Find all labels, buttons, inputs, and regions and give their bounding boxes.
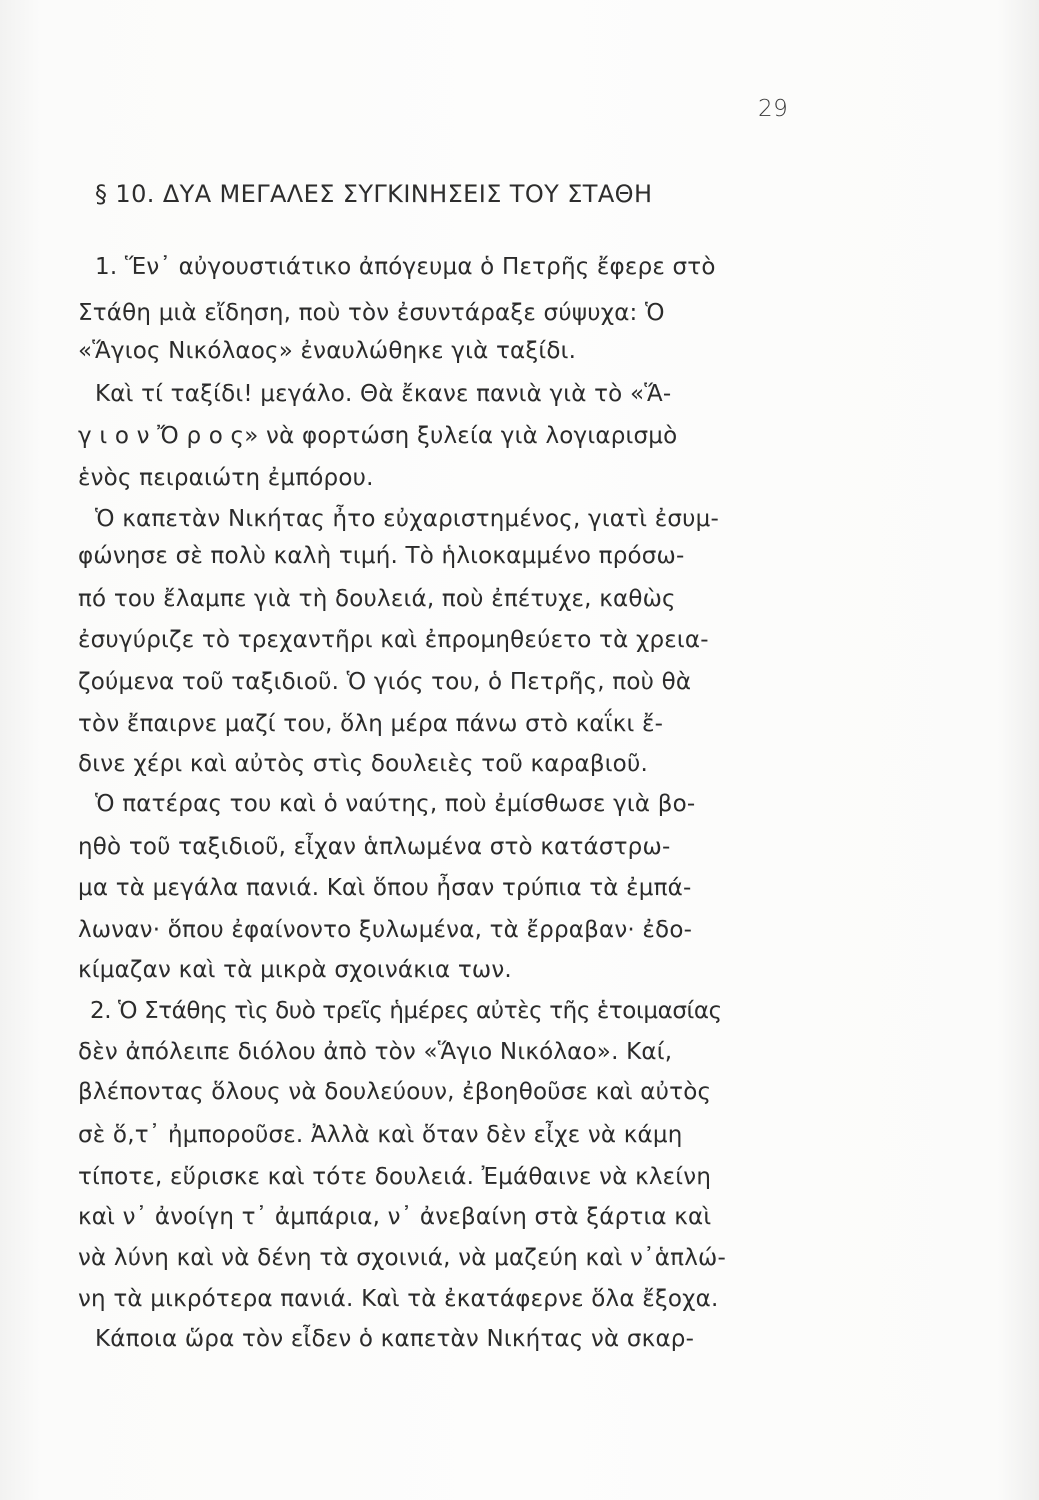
text-line: δὲν ἀπόλειπε διόλου ἀπὸ τὸν «Ἅγιο Νικόλαο». Καί, [78,1039,673,1065]
text-line: 2. Ὁ Στάθης τὶς δυὸ τρεῖς ἡμέρες αὐτὲς τῆς ἑτοιμασίας [90,998,722,1024]
text-line: κίμαζαν καὶ τὰ μικρὰ σχοινάκια των. [78,957,512,983]
text-line: μα τὰ μεγάλα πανιά. Καὶ ὅπου ἦσαν τρύπια τὰ ἐμπά- [78,875,692,901]
text-line: νὰ λύνη καὶ νὰ δένη τὰ σχοινιά, νὰ μαζεύη καὶ ν᾿ἁπλώ- [78,1245,726,1271]
text-line: Στάθη μιὰ εἴδηση, ποὺ τὸν ἐσυντάραξε σύψυχα: Ὁ [78,300,665,326]
text-line: νη τὰ μικρότερα πανιά. Καὶ τὰ ἐκατάφερνε ὅλα ἔξοχα. [78,1286,719,1312]
text-line: βλέποντας ὅλους νὰ δουλεύουν, ἐβοηθοῦσε καὶ αὐτὸς [78,1079,712,1105]
text-line: σὲ ὅ,τ᾿ ἠμποροῦσε. Ἀλλὰ καὶ ὅταν δὲν εἶχε νὰ κάμη [78,1122,683,1148]
text-line: τίποτε, εὕρισκε καὶ τότε δουλειά. Ἐμάθαινε νὰ κλείνη [78,1164,712,1190]
text-line: καὶ ν᾿ ἀνοίγη τ᾿ ἀμπάρια, ν᾿ ἀνεβαίνη στὰ ξάρτια καὶ [78,1204,712,1230]
text-line: πό του ἔλαμπε γιὰ τὴ δουλειά, ποὺ ἐπέτυχε, καθὼς [78,586,676,612]
page-number: 29 [758,96,789,122]
text-line: δινε χέρι καὶ αὐτὸς στὶς δουλειὲς τοῦ καραβιοῦ. [78,751,648,777]
text-line: Καὶ τί ταξίδι! μεγάλο. Θὰ ἔκανε πανιὰ γιὰ τὸ «Ἅ- [95,381,672,407]
text-line: γ ι ο ν Ὄ ρ ο ς» νὰ φορτώση ξυλεία γιὰ λογιαρισμὸ [78,423,678,449]
text-line: φώνησε σὲ πολὺ καλὴ τιμή. Τὸ ἡλιοκαμμένο πρόσω- [78,543,685,569]
text-line: τὸν ἔπαιρνε μαζί του, ὅλη μέρα πάνω στὸ καΐκι ἔ- [78,711,664,737]
text-line: ἐσυγύριζε τὸ τρεχαντῆρι καὶ ἐπρομηθεύετο τὰ χρεια- [78,627,709,653]
text-line: λωναν· ὅπου ἐφαίνοντο ξυλωμένα, τὰ ἔρραβαν· ἐδο- [78,917,693,943]
text-line: Ὁ πατέρας του καὶ ὁ ναύτης, ποὺ ἐμίσθωσε γιὰ βο- [95,791,696,817]
text-line: Ὁ καπετὰν Νικήτας ἦτο εὐχαριστημένος, γιατὶ ἐσυμ- [95,506,719,532]
text-line: «Ἅγιος Νικόλαος» ἐναυλώθηκε γιὰ ταξίδι. [78,338,577,364]
text-line: ηθὸ τοῦ ταξιδιοῦ, εἶχαν ἁπλωμένα στὸ κατάστρω- [78,834,671,860]
text-line: 1. Ἕν᾿ αὐγουστιάτικο ἀπόγευμα ὁ Πετρῆς ἔφερε στὸ [95,254,716,280]
section-heading: § 10. ΔΥΑ ΜΕΓΑΛΕΣ ΣΥΓΚΙΝΗΣΕΙΣ ΤΟΥ ΣΤΑΘΗ [95,180,653,208]
text-line: Κάποια ὥρα τὸν εἶδεν ὁ καπετὰν Νικήτας νὰ σκαρ- [95,1326,695,1352]
text-line: ζούμενα τοῦ ταξιδιοῦ. Ὁ γιός του, ὁ Πετρῆς, ποὺ θὰ [78,669,692,695]
text-line: ἑνὸς πειραιώτη ἐμπόρου. [78,465,374,491]
